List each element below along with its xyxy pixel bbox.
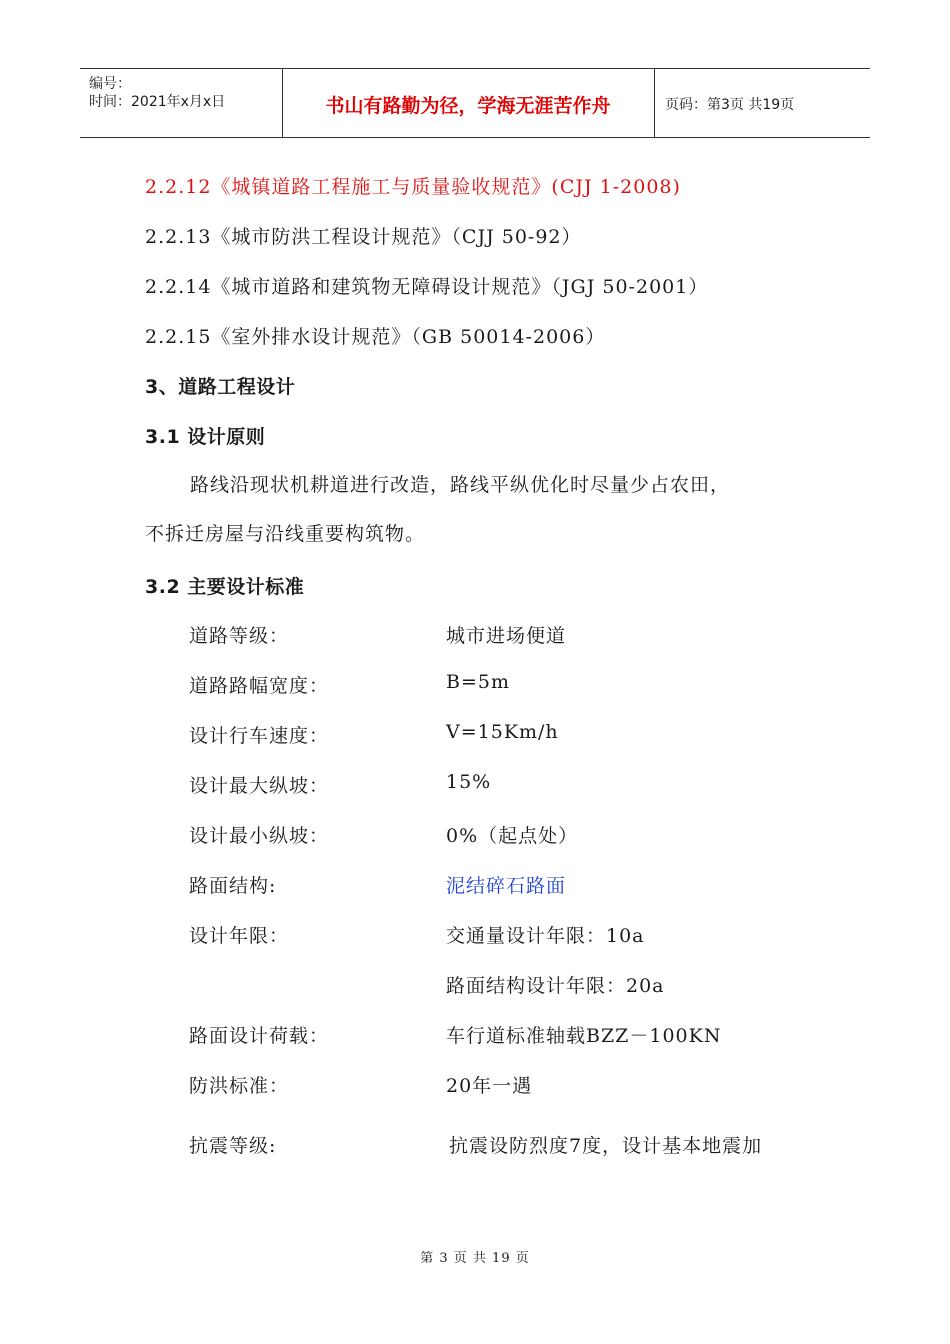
standard-value: B=5m	[446, 671, 510, 693]
standard-value: V=15Km/h	[446, 721, 559, 743]
standard-row	[189, 771, 492, 798]
standard-row	[189, 1071, 533, 1098]
standard-label: 道路等级：	[189, 625, 290, 647]
reference-2-2-13: 2.2.13《城市防洪工程设计规范》（CJJ 50-92）	[145, 226, 582, 248]
section-3-2-heading: 3.2 主要设计标准	[145, 576, 305, 598]
standard-label: 道路路幅宽度：	[189, 675, 330, 697]
standard-row	[189, 871, 567, 898]
reference-2-2-15: 2.2.15《室外排水设计规范》（GB 50014-2006）	[145, 326, 606, 348]
section-3-1-text-line-2: 不拆迁房屋与沿线重要构筑物。	[145, 523, 426, 545]
header-motto: 书山有路勤为径，学海无涯苦作舟	[325, 95, 611, 117]
header-meta-cell	[80, 69, 283, 137]
standard-label: 设计最小纵坡：	[189, 825, 330, 847]
standard-value: 15%	[446, 771, 492, 793]
standard-value: 城市进场便道	[446, 625, 567, 647]
standard-value: 泥结碎石路面	[446, 875, 567, 897]
standard-row	[189, 621, 567, 648]
reference-2-2-12: 2.2.12《城镇道路工程施工与质量验收规范》(CJJ 1-2008)	[145, 176, 681, 198]
standard-label: 防洪标准：	[189, 1075, 290, 1097]
header-page-info: 页码：第3页 共19页	[665, 97, 795, 113]
standard-row	[189, 721, 559, 748]
standard-label: 设计年限：	[189, 925, 290, 947]
standard-row	[189, 1021, 722, 1048]
standard-value: 0%（起点处）	[446, 825, 579, 847]
standard-label: 设计行车速度：	[189, 725, 330, 747]
standard-label: 路面设计荷载：	[189, 1025, 330, 1047]
standard-label: 抗震等级:	[189, 1135, 277, 1157]
standard-row	[189, 921, 645, 948]
standard-value: 路面结构设计年限：20a	[446, 975, 665, 997]
document-time-label: 时间：2021年x月x日	[89, 94, 226, 110]
header-motto-cell	[282, 69, 655, 137]
standard-value: 车行道标准轴载BZZ－100KN	[446, 1025, 722, 1047]
standard-value: 交通量设计年限：10a	[446, 925, 645, 947]
standard-value: 抗震设防烈度7度，设计基本地震加	[449, 1135, 763, 1157]
reference-2-2-14: 2.2.14《城市道路和建筑物无障碍设计规范》（JGJ 50-2001）	[145, 276, 709, 298]
standard-row	[189, 671, 510, 698]
section-3-heading: 3、道路工程设计	[145, 376, 296, 398]
document-number-label: 编号：	[89, 76, 131, 92]
section-3-1-paragraph	[145, 470, 805, 546]
standard-label: 设计最大纵坡：	[189, 775, 330, 797]
section-3-1-heading: 3.1 设计原则	[145, 426, 266, 448]
standard-row	[189, 821, 579, 848]
page-header	[80, 68, 870, 138]
page-footer: 第 3 页 共 19 页	[420, 1251, 530, 1266]
section-3-1-text-line-1: 路线沿现状机耕道进行改造，路线平纵优化时尽量少占农田，	[190, 474, 731, 496]
standard-label: 路面结构:	[189, 875, 277, 897]
header-page-cell	[655, 69, 870, 137]
standard-value: 20年一遇	[446, 1075, 533, 1097]
standard-row	[189, 1131, 763, 1158]
